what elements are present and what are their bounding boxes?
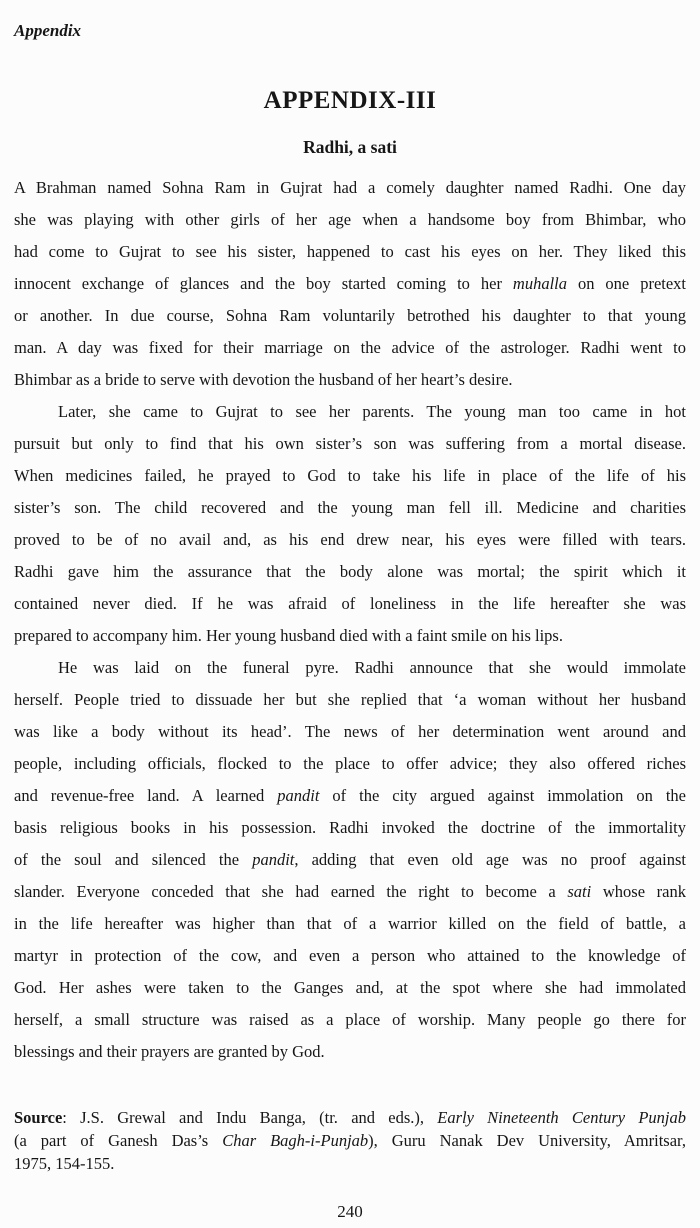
body-line: Radhi gave him the assurance that the body alone was mortal; the spirit which it [14,562,686,581]
body-line: was like a body without its head’. The news of her determination went around and [14,722,686,741]
body-line: innocent exchange of glances and the boy started coming to her muhalla on one pretext [14,274,687,293]
body-paragraphs [14,172,686,1068]
body-line: Later, she came to Gujrat to see her parents. The young man too came in hot [58,402,686,421]
source-line: 1975, 154-155. [14,1154,115,1173]
body-line: had come to Gujrat to see his sister, happened to cast his eyes on her. They liked this [14,242,686,261]
body-line: When medicines failed, he prayed to God to take his life in place of the life of his [14,466,686,485]
body-line: proved to be of no avail and, as his end drew near, his eyes were filled with tears. [14,530,686,549]
body-line: in the life hereafter was higher than that of a warrior killed on the field of battle, a [14,914,686,933]
page-subtitle: Radhi, a sati [303,137,397,157]
body-line: of the soul and silenced the pandit, adding that even old age was no proof against [14,850,686,869]
page-number: 240 [337,1202,363,1221]
body-line: she was playing with other girls of her age when a handsome boy from Bhimbar, who [14,210,686,229]
body-line: herself. People tried to dissuade her but she replied that ‘a woman without her husband [14,690,686,709]
body-line: martyr in protection of the cow, and even a person who attained to the knowledge of [14,946,686,965]
body-line: God. Her ashes were taken to the Ganges and, at the spot where she had immolated [14,978,686,997]
source-block [14,1106,686,1175]
body-line: herself, a small structure was raised as a place of worship. Many people go there for [14,1010,686,1029]
source-line: Source: J.S. Grewal and Indu Banga, (tr. and eds.), Early Nineteenth Century Punjab [14,1108,686,1127]
body-line: and revenue-free land. A learned pandit of the city argued against immolation on the [14,786,686,805]
body-line: slander. Everyone conceded that she had earned the right to become a sati whose rank [14,882,686,901]
source-line: (a part of Ganesh Das’s Char Bagh-i-Punjab), Guru Nanak Dev University, Amritsar, [14,1131,687,1150]
body-line: pursuit but only to find that his own sister’s son was suffering from a mortal disease. [14,434,686,453]
body-line: A Brahman named Sohna Ram in Gujrat had a comely daughter named Radhi. One day [14,178,686,197]
body-line: or another. In due course, Sohna Ram voluntarily betrothed his daughter to that young [14,306,686,325]
body-line: sister’s son. The child recovered and the young man fell ill. Medicine and charities [14,498,686,517]
body-line: prepared to accompany him. Her young husband died with a faint smile on his lips. [14,626,563,645]
body-line: blessings and their prayers are granted by God. [14,1042,325,1061]
body-line: basis religious books in his possession. Radhi invoked the doctrine of the immortality [14,818,686,837]
page-title: APPENDIX-III [263,87,437,114]
body-line: Bhimbar as a bride to serve with devotion the husband of her heart’s desire. [14,370,513,389]
body-line: contained never died. If he was afraid of loneliness in the life hereafter she was [14,594,686,613]
paragraph [14,396,686,652]
paragraph [14,172,686,396]
running-header: Appendix [14,21,82,40]
body-line: man. A day was fixed for their marriage on the advice of the astrologer. Radhi went to [14,338,686,357]
body-line: He was laid on the funeral pyre. Radhi announce that she would immolate [58,658,686,677]
paragraph [14,652,686,1068]
body-line: people, including officials, flocked to the place to offer advice; they also offered riches [14,754,686,773]
